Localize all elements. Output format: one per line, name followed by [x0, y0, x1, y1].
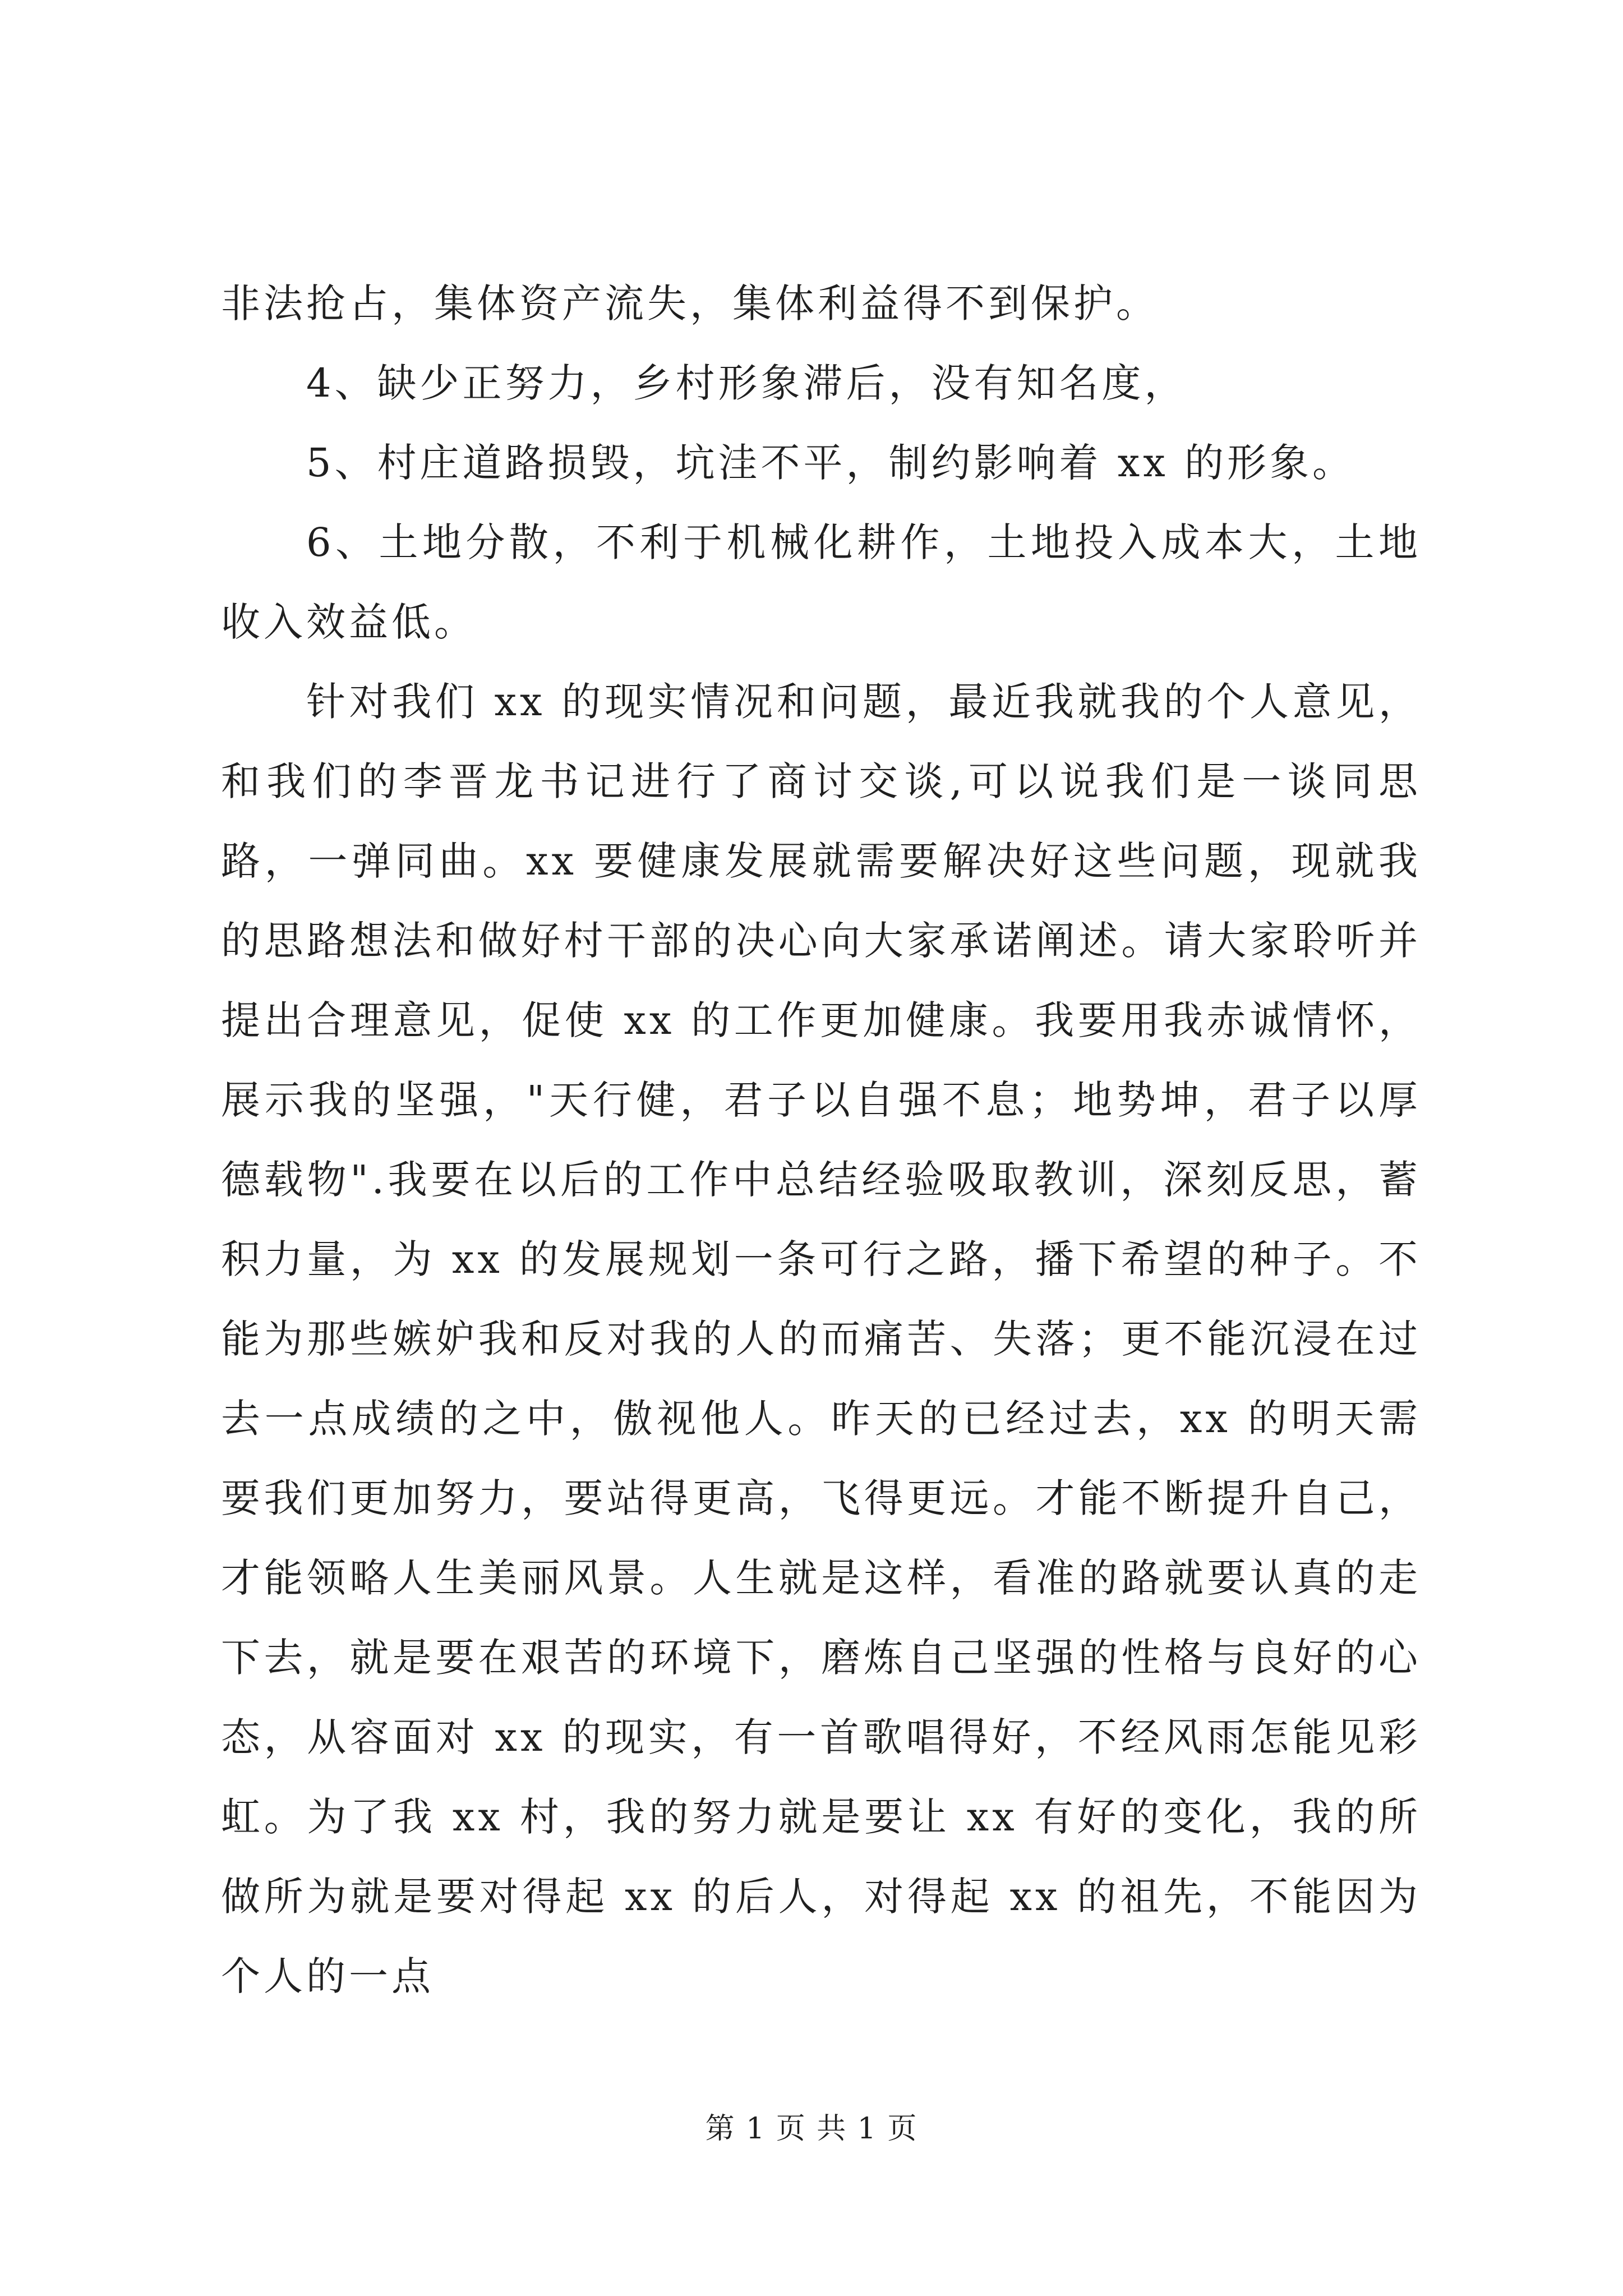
paragraph-3: 5、村庄道路损毁，坑洼不平，制约影响着 xx 的形象。: [306, 440, 1355, 486]
paragraph-4: 6、土地分散，不利于机械化耕作，土地投入成本大，土地收入效益低。: [221, 519, 1421, 645]
page-footer: 第 1 页 共 1 页: [705, 2112, 918, 2146]
paragraph-2: 4、缺少正努力，乡村形象滞后，没有知名度，: [306, 360, 1187, 406]
paragraph-5: 针对我们 xx 的现实情况和问题，最近我就我的个人意见，和我们的李晋龙书记进行了商讨交谈,可以说我们是一谈同思路，一弹同曲。xx 要健康发展就需要解决好这些问题，现就我的思路想法和做好村干部的决心向大家承诺阐述。请大家聆听并提出合理意见，促使 xx 的工作更加健康。我要用我赤诚情怀，展示我的坚强，"天行健，君子以自强不息；地势坤，君子以厚德载物".我要在以后的工作中总结经验吸取教训，深刻反思，蓄积力量，为 xx 的发展规划一条可行之路，播下希望的种子。不能为那些嫉妒我和反对我的人的而痛苦、失落；更不能沉浸在过去一点成绩的之中，傲视他人。昨天的已经过去，xx 的明天需要我们更加努力，要站得更高，飞得更远。才能不断提升自己，才能领略人生美丽风景。人生就是这样，看准的路就要认真的走下去，就是要在艰苦的环境下，磨炼自己坚强的性格与良好的心态，从容面对 xx 的现实，有一首歌唱得好，不经风雨怎能见彩虹。为了我 xx 村，我的努力就是要让 xx 有好的变化，我的所做所为就是要对得起 xx 的后人，对得起 xx 的祖先，不能因为个人的一点: [221, 679, 1421, 1999]
document-body: [221, 264, 1421, 2016]
paragraph-1: 非法抢占，集体资产流失，集体利益得不到保护。: [221, 280, 1159, 326]
